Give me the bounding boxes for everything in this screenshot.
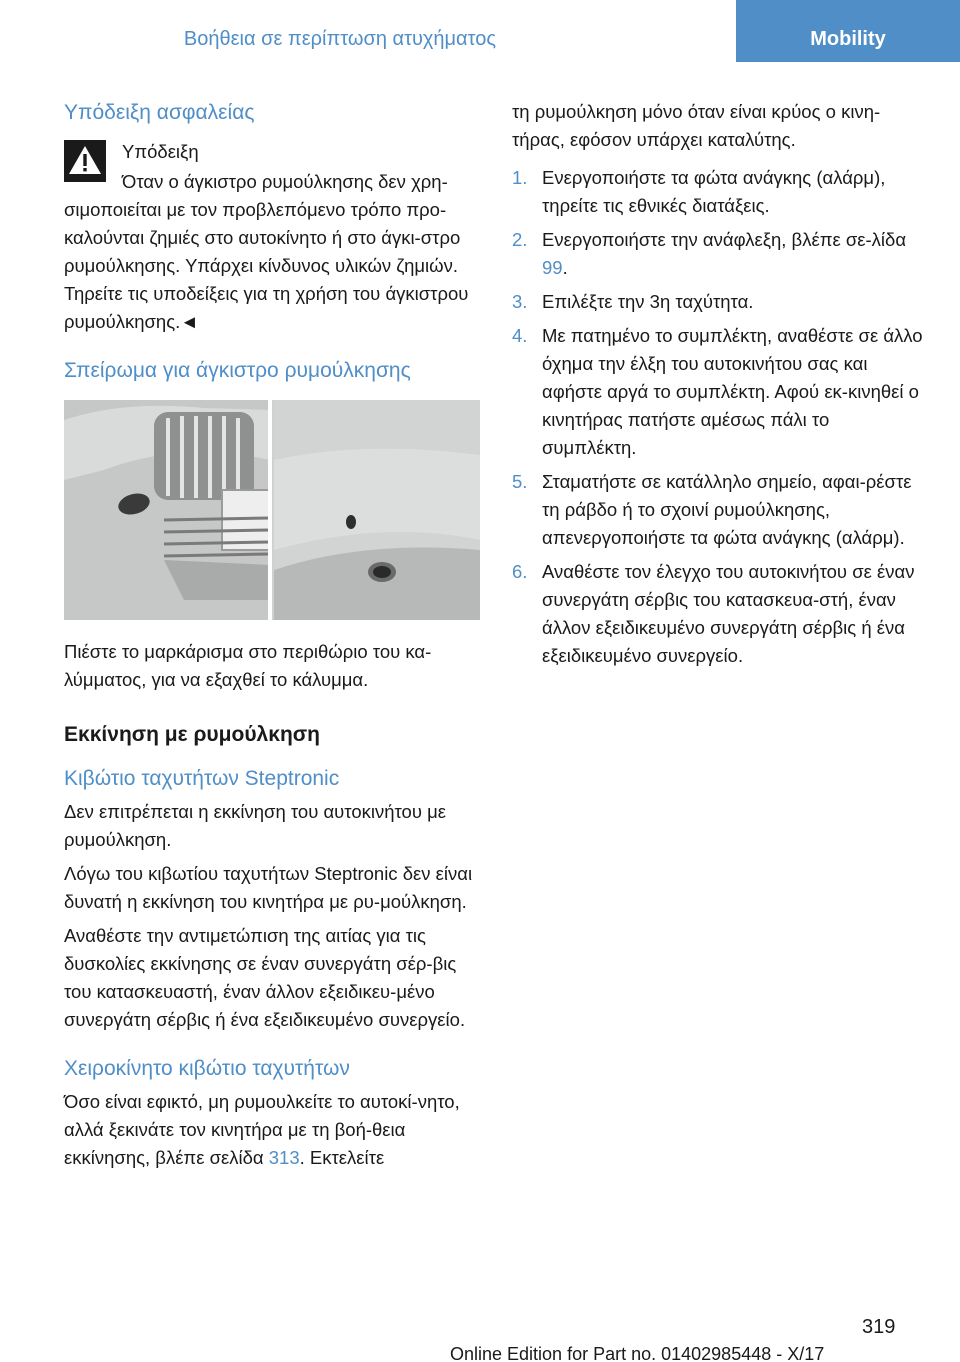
manual-heading: Χειροκίνητο κιβώτιο ταχυτήτων (64, 1057, 350, 1080)
step-number: 1. (512, 167, 528, 188)
warning-text: Όταν ο άγκιστρο ρυμούλκησης δεν χρη-σιμοποιείται με τον προβλεπόμενο τρόπο προ-καλούνται ζημιές στο αυτοκίνητο ή στο άγκι-στρο ρυμούλκησης. Υπάρχει κίνδυνος υλικών ζημιών. Τηρείτε τις υποδείξεις για τη χρήση του άγκιστρου ρυμούλκησης.◄ (64, 171, 469, 332)
steps-list (512, 164, 928, 670)
manual-text (64, 1088, 480, 1172)
step-number: 3. (512, 291, 528, 312)
steptronic-text-2: Λόγω του κιβωτίου ταχυτήτων Steptronic δεν είναι δυνατή η εκκίνηση του κινητήρα με ρυ-μούλκηση. (64, 863, 473, 912)
edition-note: Online Edition for Part no. 01402985448 - X/17 (450, 1344, 825, 1362)
start-heading: Εκκίνηση με ρυμούλκηση (64, 723, 320, 746)
step-text-b: . (562, 257, 568, 278)
manual-text-b: . Εκτελείτε (299, 1147, 385, 1168)
left-column (64, 98, 480, 1178)
header-section-title: Βοήθεια σε περίπτωση ατυχήματος (183, 28, 496, 50)
step-text: Ενεργοποιήστε τα φώτα ανάγκης (αλάρμ), τηρείτε τις εθνικές διατάξεις. (542, 167, 886, 216)
step-page-link[interactable]: 99 (542, 257, 563, 278)
warning-triangle-icon (64, 140, 106, 182)
step-text: Σταματήστε σε κατάλληλο σημείο, αφαι-ρέστε τη ράβδο ή το σχοινί ρυμούλκησης, απενεργοποιήστε τα φώτα ανάγκης (αλάρμ). (542, 471, 912, 548)
list-item (512, 164, 928, 220)
step-text (542, 226, 928, 282)
manual-text-a: Όσο είναι εφικτό, μη ρυμουλκείτε το αυτοκί-νητο, αλλά ξεκινάτε τον κινητήρα με τη βοή-θεια εκκίνησης, βλέπε σελίδα (64, 1091, 460, 1168)
steptronic-heading: Κιβώτιο ταχυτήτων Steptronic (64, 767, 340, 790)
step-number: 6. (512, 561, 528, 582)
tow-hook-thread-illustration (64, 400, 480, 620)
step-number: 2. (512, 229, 528, 250)
warning-label: Υπόδειξη (122, 141, 199, 162)
steptronic-text-3: Αναθέστε την αντιμετώπιση της αιτίας για τις δυσκολίες εκκίνησης σε έναν συνεργάτη σέρ-βις του κατασκευαστή, έναν άλλον εξειδικευ-μένο συνεργάτη σέρβις ή ένα εξειδικευμένο συνεργείο. (64, 925, 466, 1030)
list-item (512, 558, 928, 670)
right-intro-text: τη ρυμούλκηση μόνο όταν είναι κρύος ο κινη-τήρας, εφόσον υπάρχει καταλύτης. (512, 101, 881, 150)
step-text-a: Ενεργοποιήστε την ανάφλεξη, βλέπε σε-λίδα (542, 229, 907, 250)
manual-page-link[interactable]: 313 (268, 1147, 300, 1168)
step-text: Με πατημένο το συμπλέκτη, αναθέστε σε άλλο όχημα την έλξη του αυτοκινήτου σας και αφήστε αργά το συμπλέκτη. Αφού εκ-κινηθεί ο κινητήρας πατήστε αμέσως πάλι το συμπλέκτη. (542, 325, 923, 458)
list-item (512, 322, 928, 462)
car-front-rear-image (64, 400, 480, 620)
safety-heading: Υπόδειξη ασφαλείας (64, 101, 255, 124)
list-item (512, 468, 928, 552)
thread-text: Πιέστε το μαρκάρισμα στο περιθώριο του κα-λύμματος, για να εξαχθεί το κάλυμμα. (64, 641, 432, 690)
steptronic-text-1: Δεν επιτρέπεται η εκκίνηση του αυτοκινήτου με ρυμούλκηση. (64, 801, 447, 850)
header-bar (0, 0, 736, 62)
page-number: 319 (862, 1316, 896, 1338)
step-text: Αναθέστε τον έλεγχο του αυτοκινήτου σε έναν συνεργάτη σέρβις του κατασκευα-στή, έναν άλλον εξειδικευμένο συνεργάτη σέρβις ή ένα εξειδικευμένο συνεργείο. (542, 561, 915, 666)
thread-heading: Σπείρωμα για άγκιστρο ρυμούλκησης (64, 359, 411, 382)
header-tab-mobility[interactable] (736, 0, 960, 62)
page-header (0, 0, 960, 62)
list-item (512, 288, 928, 316)
step-number: 5. (512, 471, 528, 492)
header-tab-label: Mobility (810, 28, 886, 50)
right-column (512, 98, 928, 676)
step-number: 4. (512, 325, 528, 346)
step-text: Επιλέξτε την 3η ταχύτητα. (542, 291, 754, 312)
list-item (512, 226, 928, 282)
warning-block (64, 138, 480, 336)
